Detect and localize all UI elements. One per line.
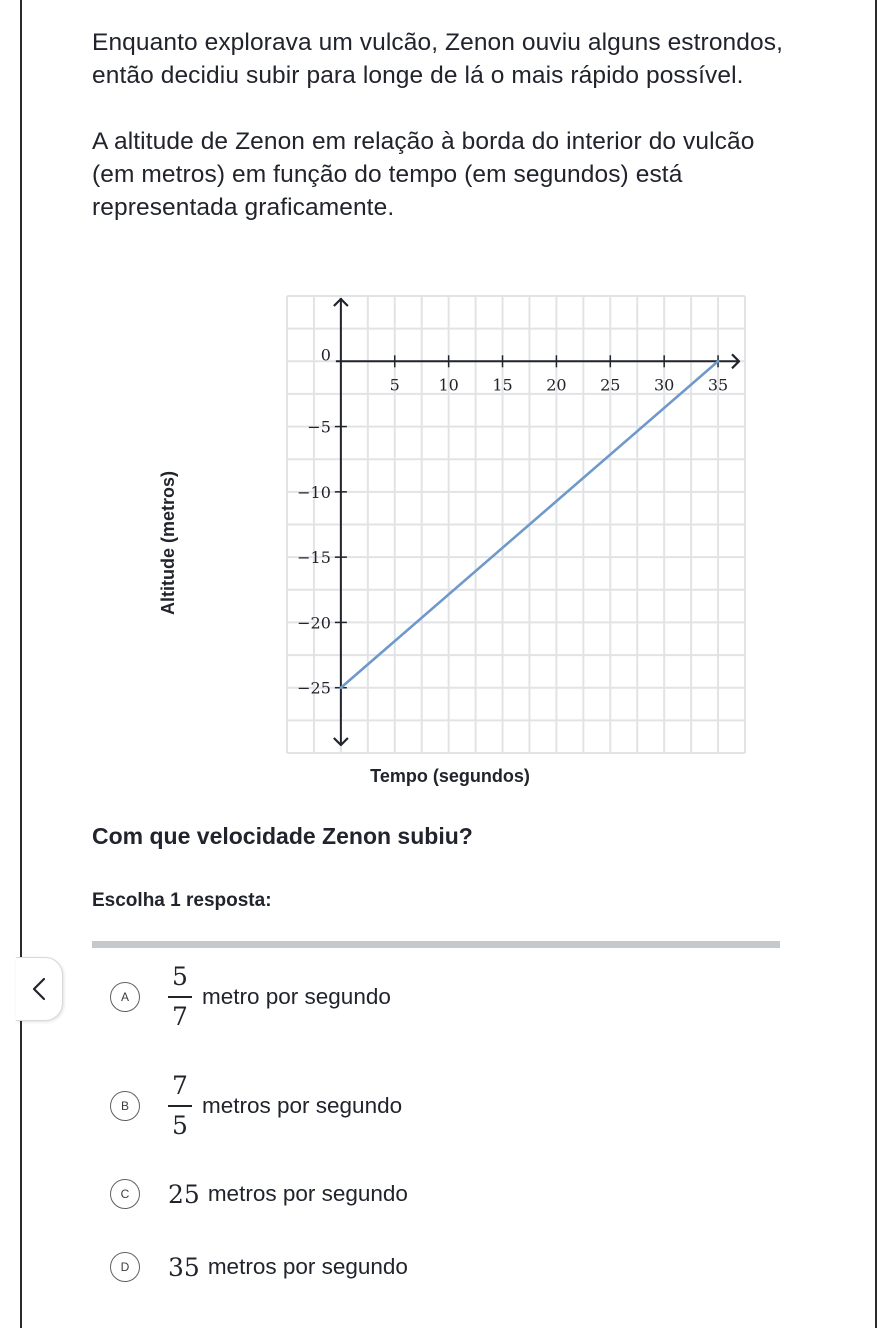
y-tick-label: −10 xyxy=(297,482,331,502)
x-tick-label: 20 xyxy=(546,375,567,395)
fraction-bar xyxy=(168,1105,192,1107)
x-tick-label: 30 xyxy=(653,375,675,395)
choice-b-numerator: 7 xyxy=(172,1071,188,1100)
problem-text xyxy=(92,26,792,224)
choice-b[interactable] xyxy=(110,1071,402,1141)
choice-c-value: 25 xyxy=(168,1179,200,1209)
problem-paragraph-2: A altitude de Zenon em relação à borda do interior do vulcão (em metros) em função do tempo (em segundos) está representada graficamente. xyxy=(92,128,755,221)
x-tick-label: 25 xyxy=(600,375,621,395)
x-tick-label: 10 xyxy=(438,375,459,395)
frame-left-border xyxy=(20,0,22,1328)
altitude-chart xyxy=(140,288,760,798)
question-text: Com que velocidade Zenon subiu? xyxy=(92,823,473,849)
choice-a-letter: A xyxy=(110,982,140,1012)
choice-c-letter: C xyxy=(110,1179,140,1209)
choice-a-denominator: 7 xyxy=(172,1001,188,1031)
choice-a-numerator: 5 xyxy=(172,962,188,991)
chart-svg xyxy=(140,288,760,798)
back-button[interactable] xyxy=(16,957,63,1021)
choice-c-text: metros por segundo xyxy=(207,1181,408,1206)
problem-paragraph-1: Enquanto explorava um vulcão, Zenon ouviu alguns estrondos, então decidiu subir para longe de lá o mais rápido possível. xyxy=(92,29,783,89)
choice-d-value: 35 xyxy=(168,1252,200,1282)
choice-b-letter: B xyxy=(110,1091,140,1121)
choice-c[interactable] xyxy=(110,1179,408,1209)
answer-divider xyxy=(92,941,780,948)
choose-label: Escolha 1 resposta: xyxy=(92,890,272,911)
y-tick-label: −5 xyxy=(307,417,331,437)
chart-x-axis-label: Tempo (segundos) xyxy=(370,766,530,786)
y-tick-label: 0 xyxy=(320,345,331,365)
x-tick-label: 5 xyxy=(389,375,400,395)
x-tick-label: 15 xyxy=(492,375,513,395)
chevron-left-icon xyxy=(29,976,49,1002)
x-tick-label: 35 xyxy=(707,375,729,395)
fraction-bar xyxy=(168,996,192,998)
choice-a[interactable] xyxy=(110,962,391,1032)
choice-d-text: metros por segundo xyxy=(207,1254,408,1279)
y-tick-label: −25 xyxy=(297,678,331,698)
choice-b-denominator: 5 xyxy=(172,1110,188,1140)
y-tick-label: −15 xyxy=(297,548,331,568)
y-tick-label: −20 xyxy=(297,613,331,633)
choice-d-letter: D xyxy=(110,1252,140,1282)
chart-y-axis-label: Altitude (metros) xyxy=(158,471,178,615)
chart-grid xyxy=(287,296,745,753)
choice-a-fraction xyxy=(168,962,192,1032)
choice-d[interactable] xyxy=(110,1252,408,1282)
choice-a-text: metro por segundo xyxy=(202,983,391,1009)
choice-b-text: metros por segundo xyxy=(202,1092,403,1118)
choice-b-fraction xyxy=(168,1071,192,1141)
